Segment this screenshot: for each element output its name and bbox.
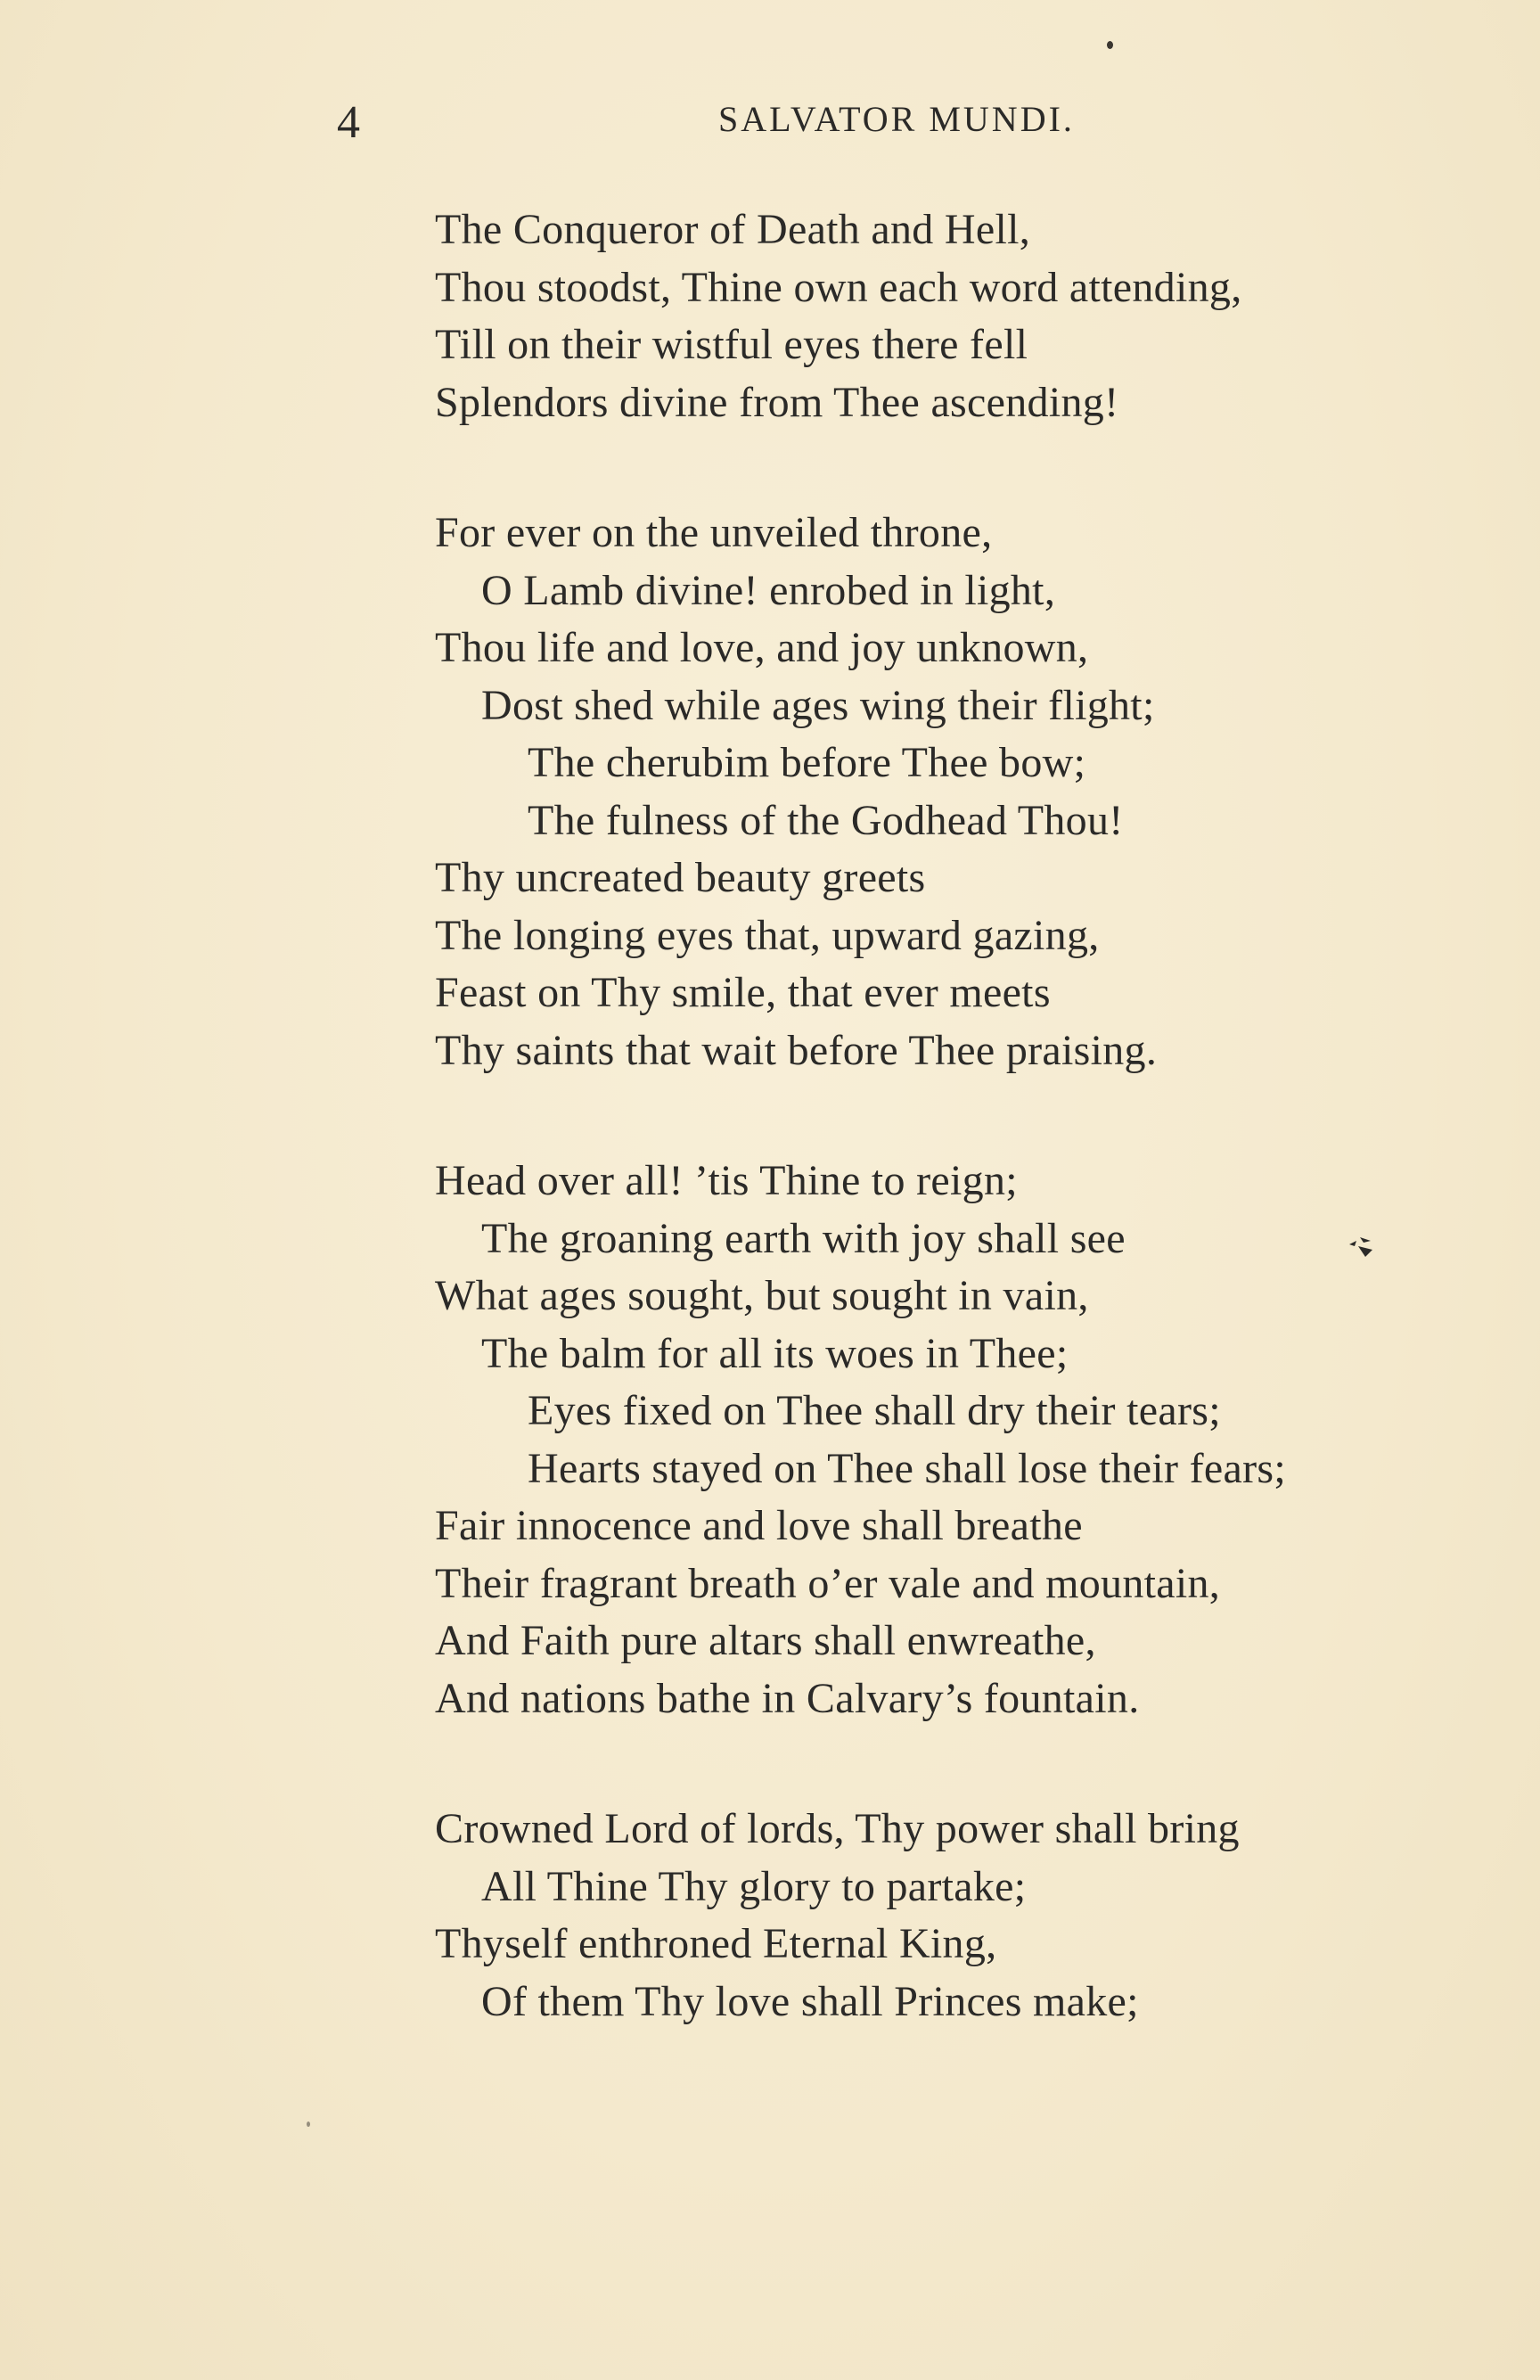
poem-line: Thou stoodst, Thine own each word attending, <box>435 263 1242 311</box>
running-title: SALVATOR MUNDI. <box>718 99 1075 139</box>
poem-line: Thy uncreated beauty greets <box>435 854 926 901</box>
poem-line: Crowned Lord of lords, Thy power shall bring <box>435 1805 1240 1852</box>
poem-line: The balm for all its woes in Thee; <box>481 1329 1069 1377</box>
poem-line: The Conqueror of Death and Hell, <box>435 206 1031 253</box>
poem-line: The longing eyes that, upward gazing, <box>435 911 1100 959</box>
poem-line: The cherubim before Thee bow; <box>528 739 1086 786</box>
stanza <box>435 1801 1487 2031</box>
poem-line: For ever on the unveiled throne, <box>435 509 993 556</box>
poem-line: Fair innocence and love shall breathe <box>435 1502 1083 1549</box>
stanza <box>435 505 1487 1079</box>
page-number: 4 <box>337 97 360 148</box>
poem-line: And nations bathe in Calvary’s fountain. <box>435 1674 1140 1722</box>
poem-line: All Thine Thy glory to partake; <box>481 1862 1027 1910</box>
poem-line: Thy saints that wait before Thee praising. <box>435 1026 1158 1074</box>
stanza <box>435 201 1487 431</box>
poem-line: And Faith pure altars shall enwreathe, <box>435 1617 1096 1664</box>
poem <box>435 201 1487 2104</box>
poem-line: The fulness of the Godhead Thou! <box>528 796 1124 844</box>
ink-speck <box>307 2121 310 2127</box>
poem-line: Thyself enthroned Eternal King, <box>435 1920 997 1967</box>
stanza <box>435 1153 1487 1728</box>
poem-line: The groaning earth with joy shall see <box>481 1214 1126 1262</box>
poem-line: Dost shed while ages wing their flight; <box>481 681 1155 729</box>
poem-line: O Lamb divine! enrobed in light, <box>481 566 1056 614</box>
poem-line: Thou life and love, and joy unknown, <box>435 624 1089 671</box>
poem-line: Till on their wistful eyes there fell <box>435 321 1028 368</box>
poem-line: Head over all! ’tis Thine to reign; <box>435 1157 1018 1204</box>
printer-mark-icon <box>1348 1232 1378 1259</box>
ink-speck <box>1107 41 1113 49</box>
poem-line: Feast on Thy smile, that ever meets <box>435 969 1051 1016</box>
poem-line: Splendors divine from Thee ascending! <box>435 378 1119 426</box>
poem-line: Eyes fixed on Thee shall dry their tears; <box>528 1387 1221 1434</box>
poem-line: Their fragrant breath o’er vale and mountain, <box>435 1559 1221 1607</box>
poem-line: Of them Thy love shall Princes make; <box>481 1977 1139 2025</box>
poem-line: What ages sought, but sought in vain, <box>435 1272 1089 1319</box>
poem-line: Hearts stayed on Thee shall lose their fears; <box>528 1444 1286 1492</box>
